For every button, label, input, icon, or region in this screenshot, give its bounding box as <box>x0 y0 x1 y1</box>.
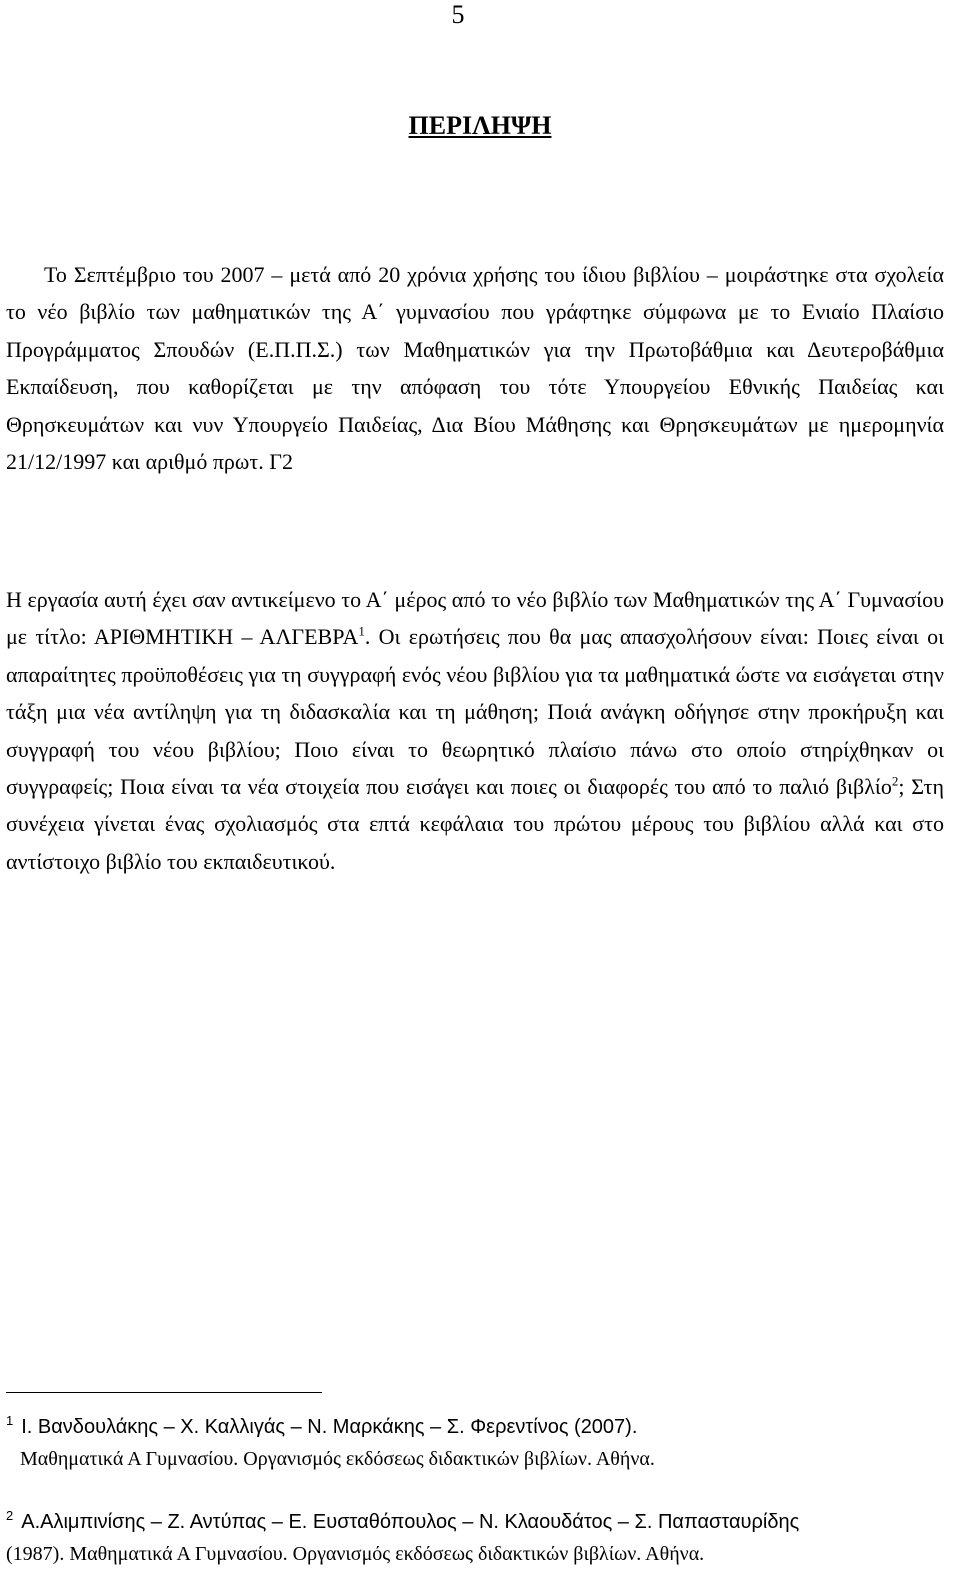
footnote-2-number: 2 <box>6 1508 14 1524</box>
footnote-1-source: Μαθηματικά Α Γυμνασίου. Οργανισμός εκδόσεως διδακτικών βιβλίων. Αθήνα. <box>20 1448 655 1470</box>
paragraph-1-text: Το Σεπτέμβριο του 2007 – μετά από 20 χρόνια χρήσης του ίδιου βιβλίου – μοιράστηκε στα σχολεία το νέο βιβλίο των μαθηματικών της Α΄ γυμνασίου που γράφτηκε σύμφωνα με το Ενιαίο Πλαίσιο Προγράμματος Σπουδών (Ε.Π.Π.Σ.) των Μαθηματικών για την Πρωτοβάθμια και Δευτεροβάθμια Εκπαίδευση, που καθορίζεται με την απόφαση του τότε Υπουργείου Εθνικής Παιδείας και Θρησκευμάτων και νυν Υπουργείο Παιδείας, Δια Βίου Μάθησης και Θρησκευμάτων με ημερομηνία 21/12/1997 και αριθμό πρωτ. Γ2 <box>6 262 944 475</box>
summary-paragraph-2 <box>6 581 944 880</box>
paragraph-2-text-a: Η εργασία αυτή έχει σαν αντικείμενο το Α΄ μέρος από το νέο βιβλίο των Μαθηματικών της Α΄ Γυμνασίου με τίτλο: ΑΡΙΘΜΗΤΙΚΗ – ΑΛΓΕΒΡΑ <box>6 587 944 650</box>
footnote-2-authors: Α.Αλιμπινίσης – Ζ. Αντύπας – Ε. Ευσταθόπουλος – Ν. Κλαουδάτος – Σ. Παπασταυρίδης <box>21 1511 800 1533</box>
footnote-separator <box>6 1392 322 1393</box>
footnote-2 <box>6 1505 944 1569</box>
footnote-1-number: 1 <box>6 1413 14 1429</box>
paragraph-2-text-b: . Οι ερωτήσεις που θα μας απασχολήσουν είναι: Ποιες είναι οι απαραίτητες προϋποθέσεις για τη συγγραφή ενός νέου βιβλίου για τα μαθηματικά ώστε να εισάγεται στην τάξη μια νέα αντίληψη για τη διδασκαλία και τη μάθηση; Ποιά ανάγκη οδήγησε στην προκήρυξη και συγγραφή του νέου βιβλίου; Ποιο είναι το θεωρητικό πλαίσιο πάνω στο οποίο στηρίχθηκαν οι συγγραφείς; Ποια είναι τα νέα στοιχεία που εισάγει και ποιες οι διαφορές του από το παλιό βιβλίο <box>6 624 945 800</box>
footnote-2-year: (1987). <box>6 1543 65 1565</box>
footnote-1-authors: Ι. Βανδουλάκης – Χ. Καλλιγάς – Ν. Μαρκάκης – Σ. Φερεντίνος (2007). <box>21 1416 638 1438</box>
footnote-ref-1[interactable]: 1 <box>358 624 365 640</box>
footnote-2-source: Μαθηματικά Α Γυμνασίου. Οργανισμός εκδόσεως διδακτικών βιβλίων. Αθήνα. <box>69 1543 705 1565</box>
summary-paragraph-1 <box>6 256 944 480</box>
footnote-1 <box>6 1410 944 1474</box>
footnote-ref-2[interactable]: 2 <box>891 773 899 789</box>
footnote-2-source-line <box>6 1539 944 1569</box>
page-title: ΠΕΡΙΛΗΨΗ <box>408 111 552 140</box>
footnote-1-authors-line <box>6 1410 944 1444</box>
footnote-2-authors-line <box>6 1505 944 1539</box>
paragraph-2-text-c: ; Στη συνέχεια γίνεται ένας σχολιασμός στα επτά κεφάλαια του πρώτου μέρους του βιβλίου αλλά και στο αντίστοιχο βιβλίο του εκπαιδευτικού. <box>6 774 944 874</box>
page-number: 5 <box>451 0 465 29</box>
